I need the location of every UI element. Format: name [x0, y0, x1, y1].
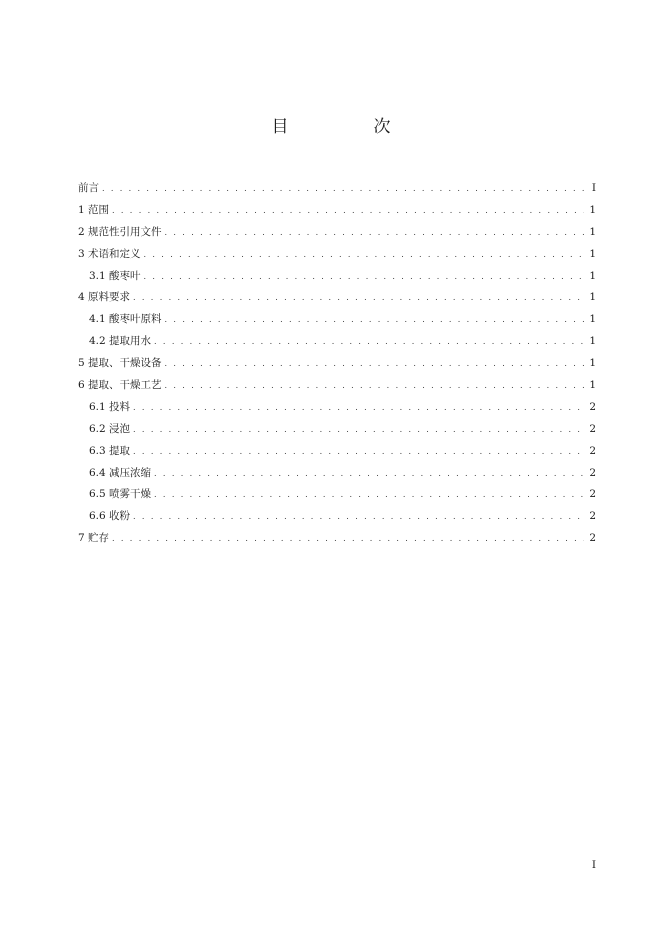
toc-leader-dots [165, 353, 584, 375]
toc-entry-page: 1 [589, 291, 596, 304]
toc-entry-page: 2 [589, 444, 596, 457]
toc-entry-label: 6.6 收粉 [89, 510, 131, 523]
toc-entry-page: 1 [589, 379, 596, 392]
toc-leader-dots [112, 528, 584, 550]
toc-entry-page: 2 [589, 510, 596, 523]
toc-entry-page: 1 [589, 357, 596, 370]
toc-leader-dots [165, 222, 584, 244]
toc-entry-label: 2 规范性引用文件 [78, 225, 162, 238]
toc-leader-dots [144, 244, 584, 266]
toc-entry-page: 1 [589, 269, 596, 282]
table-of-contents [78, 178, 596, 550]
toc-entry[interactable] [78, 178, 596, 200]
page-title: 目 次 [271, 117, 425, 137]
toc-entry[interactable] [78, 287, 596, 309]
toc-entry[interactable] [78, 397, 596, 419]
toc-entry[interactable] [78, 484, 596, 506]
toc-entry-page: 1 [589, 313, 596, 326]
toc-entry-page: 1 [589, 335, 596, 348]
toc-leader-dots [144, 266, 584, 288]
toc-leader-dots [133, 506, 584, 528]
toc-leader-dots [102, 178, 584, 200]
toc-entry[interactable] [78, 353, 596, 375]
toc-leader-dots [133, 441, 584, 463]
toc-leader-dots [154, 484, 584, 506]
toc-entry-label: 4 原料要求 [78, 291, 131, 304]
toc-leader-dots [154, 331, 584, 353]
toc-leader-dots [165, 375, 584, 397]
toc-entry-page: 1 [589, 225, 596, 238]
toc-entry-label: 6.5 喷雾干燥 [89, 488, 152, 501]
toc-entry[interactable] [78, 419, 596, 441]
toc-entry-label: 6.3 提取 [89, 444, 131, 457]
toc-entry[interactable] [78, 266, 596, 288]
toc-leader-dots [133, 287, 584, 309]
toc-entry[interactable] [78, 441, 596, 463]
toc-entry-label: 7 贮存 [78, 532, 110, 545]
toc-entry-page: 2 [589, 422, 596, 435]
toc-entry-label: 6.1 投料 [89, 400, 131, 413]
toc-leader-dots [154, 463, 584, 485]
toc-entry-label: 4.1 酸枣叶原料 [89, 313, 162, 326]
toc-entry-page: 2 [589, 532, 596, 545]
toc-entry-label: 5 提取、干燥设备 [78, 357, 162, 370]
toc-entry-page: 1 [589, 203, 596, 216]
toc-entry-page: 1 [589, 247, 596, 260]
toc-entry-page: 2 [589, 488, 596, 501]
toc-entry-label: 3 术语和定义 [78, 247, 141, 260]
toc-entry-page: I [591, 182, 596, 194]
toc-entry-label: 4.2 提取用水 [89, 335, 152, 348]
toc-leader-dots [112, 200, 584, 222]
toc-entry-label: 6 提取、干燥工艺 [78, 379, 162, 392]
toc-entry-label: 6.2 浸泡 [89, 422, 131, 435]
toc-entry-label: 6.4 减压浓缩 [89, 466, 152, 479]
toc-entry[interactable] [78, 528, 596, 550]
toc-entry-label: 前言 [78, 182, 99, 194]
toc-leader-dots [133, 419, 584, 441]
toc-entry[interactable] [78, 463, 596, 485]
toc-entry[interactable] [78, 506, 596, 528]
toc-entry[interactable] [78, 200, 596, 222]
toc-entry[interactable] [78, 309, 596, 331]
toc-entry-page: 2 [589, 400, 596, 413]
toc-leader-dots [165, 309, 584, 331]
toc-entry[interactable] [78, 244, 596, 266]
toc-entry-label: 1 范围 [78, 203, 110, 216]
toc-entry[interactable] [78, 222, 596, 244]
toc-entry-label: 3.1 酸枣叶 [89, 269, 141, 282]
toc-entry[interactable] [78, 331, 596, 353]
page-number: I [591, 859, 597, 871]
toc-entry[interactable] [78, 375, 596, 397]
toc-entry-page: 2 [589, 466, 596, 479]
toc-leader-dots [133, 397, 584, 419]
